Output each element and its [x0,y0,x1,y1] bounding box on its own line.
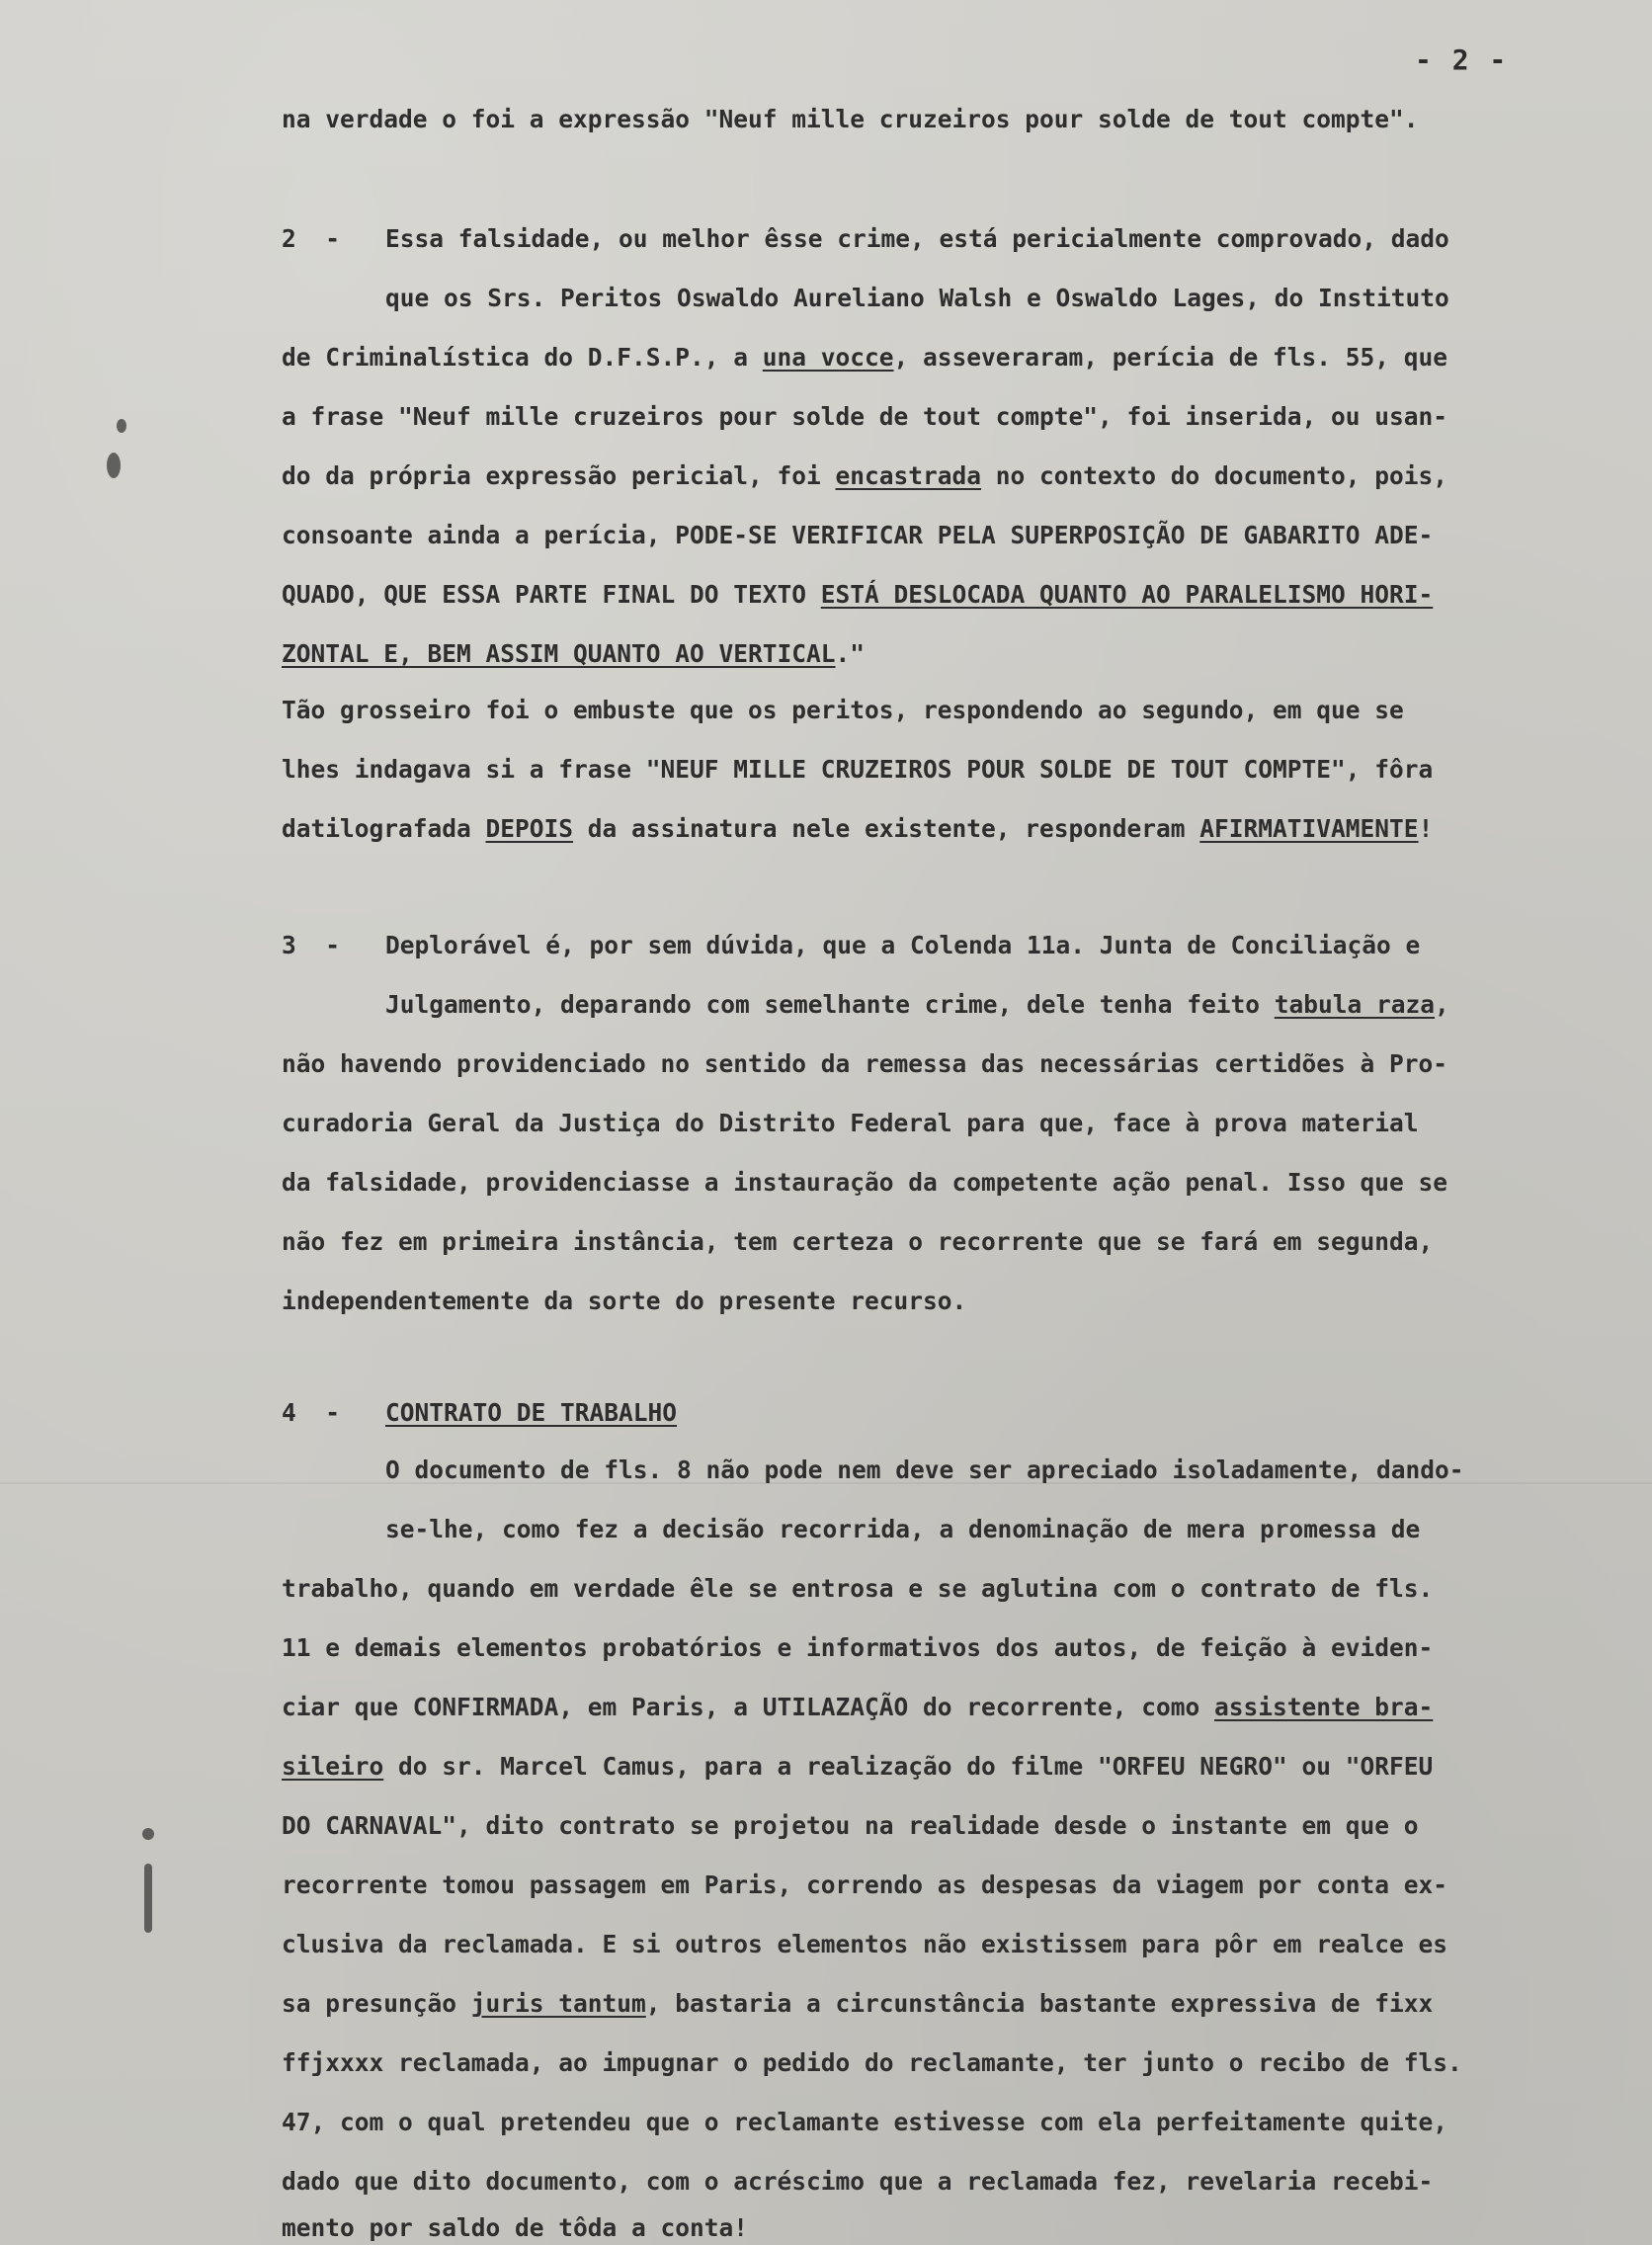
text-line: na verdade o foi a expressão "Neuf mille cruzeiros pour solde de tout compte". [282,105,1419,133]
paragraph-number: 2 - [282,224,341,253]
ink-spot [142,1828,154,1840]
text-line: da falsidade, providenciasse a instauração da competente ação penal. Isso que se [282,1168,1448,1197]
text-line: lhes indagava si a frase "NEUF MILLE CRUZEIROS POUR SOLDE DE TOUT COMPTE", fôra [282,755,1434,784]
text-line: Tão grosseiro foi o embuste que os peritos, respondendo ao segundo, em que se [282,696,1404,724]
text-line: consoante ainda a perícia, PODE-SE VERIFICAR PELA SUPERPOSIÇÃO DE GABARITO ADE- [282,521,1434,549]
page-number: - 2 - [1415,43,1509,76]
text-line: 3 - Deplorável é, por sem dúvida, que a Colenda 11a. Junta de Conciliação e [282,931,1421,959]
text-line: a frase "Neuf mille cruzeiros pour solde de tout compte", foi inserida, ou usan- [282,402,1448,431]
text-line: ciar que CONFIRMADA, em Paris, a UTILAZAÇÃO do recorrente, como assistente bra- [282,1693,1434,1721]
text-line: de Criminalística do D.F.S.P., a una vocce, asseveraram, perícia de fls. 55, que [282,343,1448,372]
text-line: 2 - Essa falsidade, ou melhor êsse crime, está pericialmente comprovado, dado [282,224,1449,253]
ink-spot [107,453,121,478]
text-line: sa presunção juris tantum, bastaria a circunstância bastante expressiva de fixx [282,1989,1434,2018]
text-line: ffjxxxx reclamada, ao impugnar o pedido do reclamante, ter junto o recibo de fls. [282,2048,1462,2077]
text-line: se-lhe, como fez a decisão recorrida, a denominação de mera promessa de [385,1515,1421,1543]
text-line: mento por saldo de tôda a conta! [282,2213,749,2242]
text-line: trabalho, quando em verdade êle se entrosa e se aglutina com o contrato de fls. [282,1574,1434,1603]
text-line: que os Srs. Peritos Oswaldo Aureliano Walsh e Oswaldo Lages, do Instituto [385,284,1449,312]
paragraph-number: 4 - [282,1398,341,1427]
text-line: dado que dito documento, com o acréscimo que a reclamada fez, revelaria recebi- [282,2167,1434,2196]
text-line: 47, com o qual pretendeu que o reclamante estivesse com ela perfeitamente quite, [282,2108,1448,2136]
text-line: DO CARNAVAL", dito contrato se projetou na realidade desde o instante em que o [282,1811,1419,1840]
text-line: datilografada DEPOIS da assinatura nele existente, responderam AFIRMATIVAMENTE! [282,814,1434,843]
text-line: curadoria Geral da Justiça do Distrito Federal para que, face à prova material [282,1109,1419,1137]
section-heading: 4 - CONTRATO DE TRABALHO [282,1398,678,1427]
text-line: não fez em primeira instância, tem certeza o recorrente que se fará em segunda, [282,1227,1434,1256]
ink-spot [144,1864,152,1933]
text-line: O documento de fls. 8 não pode nem deve ser apreciado isoladamente, dando- [385,1455,1464,1484]
text-line: 11 e demais elementos probatórios e informativos dos autos, de feição à eviden- [282,1633,1434,1662]
ink-spot [117,419,126,433]
text-line: clusiva da reclamada. E si outros elementos não existissem para pôr em realce es [282,1930,1448,1958]
text-line: Julgamento, deparando com semelhante crime, dele tenha feito tabula raza, [385,990,1449,1019]
text-line: QUADO, QUE ESSA PARTE FINAL DO TEXTO ESTÁ DESLOCADA QUANTO AO PARALELISMO HORI- [282,580,1434,609]
paragraph-number: 3 - [282,931,341,959]
text-line: do da própria expressão pericial, foi encastrada no contexto do documento, pois, [282,461,1448,490]
text-line: independentemente da sorte do presente recurso. [282,1287,967,1315]
text-line: ZONTAL E, BEM ASSIM QUANTO AO VERTICAL." [282,639,866,668]
text-line: recorrente tomou passagem em Paris, correndo as despesas da viagem por conta ex- [282,1871,1448,1899]
text-line: não havendo providenciado no sentido da remessa das necessárias certidões à Pro- [282,1049,1448,1078]
text-line: sileiro do sr. Marcel Camus, para a realização do filme "ORFEU NEGRO" ou "ORFEU [282,1752,1434,1781]
